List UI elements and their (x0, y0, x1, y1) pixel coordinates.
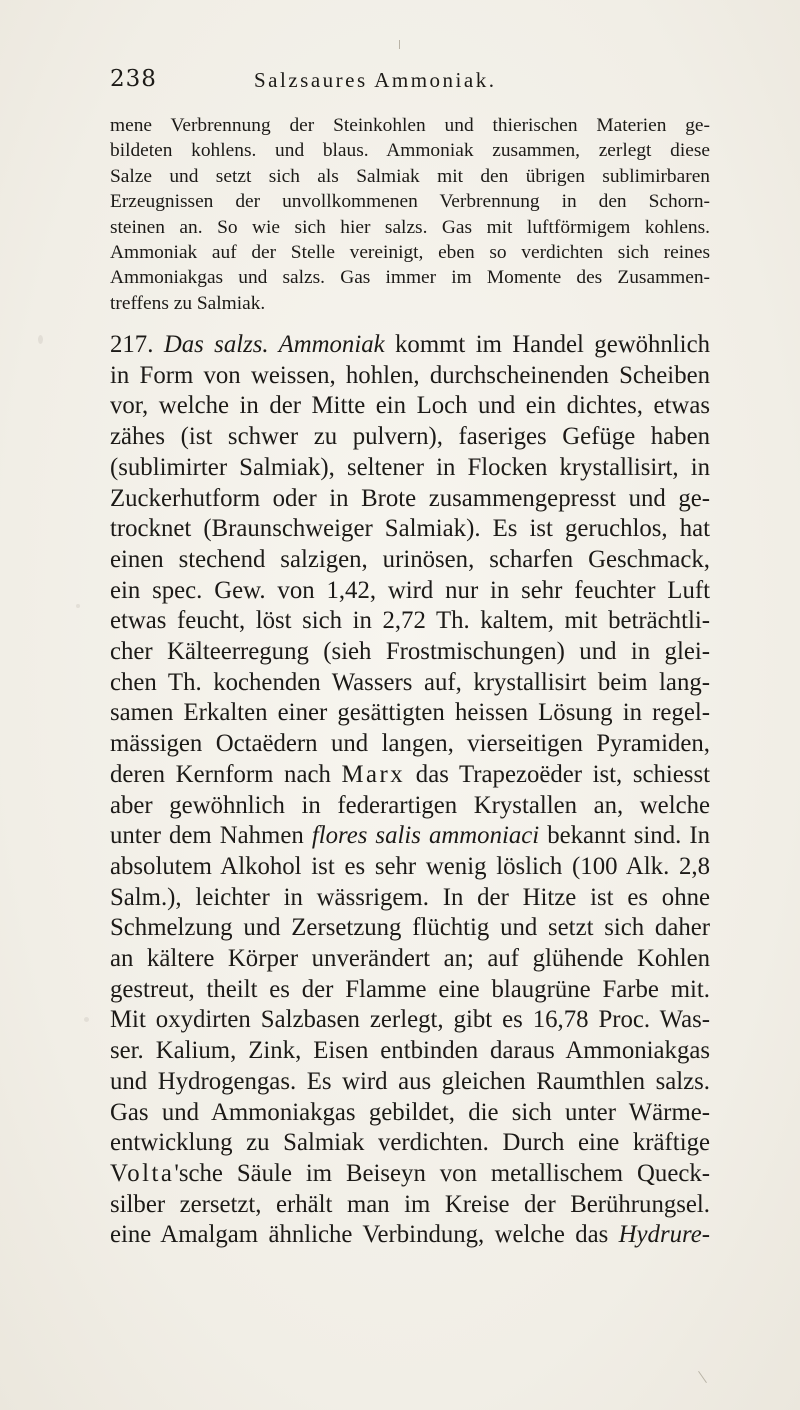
text-line: Zuckerhutform oder in Brote zusammengepresst und ge- (110, 484, 710, 512)
print-mark (399, 40, 400, 49)
text-line: steinen an. So wie sich hier salzs. Gas mit luftförmigem kohlens. (110, 216, 710, 238)
text-line: zähes (ist schwer zu pulvern), faseriges Gefüge haben (110, 423, 710, 451)
paper-speck (38, 335, 43, 344)
latin-term: flores salis ammoniaci (311, 822, 540, 850)
text-line: Ammoniakgas und salzs. Gas immer im Momente des Zusammen- (110, 267, 710, 289)
text-line: (sublimirter Salmiak), seltener in Flocken krystallisirt, in (110, 453, 710, 481)
text-line: Schmelzung und Zersetzung flüchtig und setzt sich daher (110, 914, 710, 942)
text-line: samen Erkalten einer gesättigten heissen Lösung in regel- (110, 699, 710, 727)
text-line: vor, welche in der Mitte ein Loch und ein dichtes, etwas (110, 392, 710, 420)
text-line: entwicklung zu Salmiak verdichten. Durch eine kräftige (110, 1129, 710, 1157)
text-line: treffens zu Salmiak. (110, 292, 266, 314)
last-line: eine Amalgam ähnliche Verbindung, welche das Hydrure- (110, 1221, 710, 1249)
first-line-rest: kommt im Handel gewöhnlich (395, 331, 710, 358)
text-line: trocknet (Braunschweiger Salmiak). Es ist geruchlos, hat (110, 515, 710, 543)
paper-speck (76, 604, 80, 608)
paragraph-subject: Das salzs. Ammoniak (163, 331, 385, 358)
volta-line: Volta'sche Säule im Beiseyn von metallischem Queck- (110, 1159, 710, 1187)
running-head (110, 62, 710, 102)
author-name-volta: Volta (110, 1159, 175, 1187)
paragraph-first-line (110, 330, 710, 361)
marx-line: deren Kernform nach Marx das Trapezoëder ist, schiesst (110, 760, 710, 788)
text-line: ein spec. Gew. von 1,42, wird nur in sehr feuchter Luft (110, 576, 710, 604)
text-line: Salze und setzt sich als Salmiak mit den übrigen sublimirbaren (110, 165, 710, 187)
text-line: Gas und Ammoniakgas gebildet, die sich unter Wärme- (110, 1098, 710, 1126)
text-line: absolutem Alkohol ist es sehr wenig löslich (100 Alk. 2,8 (110, 852, 710, 880)
text-line: Ammoniak auf der Stelle vereinigt, eben so verdichten sich reines (110, 242, 710, 264)
text-line: etwas feucht, löst sich in 2,72 Th. kaltem, mit beträchtli- (110, 607, 710, 635)
text-line: Salm.), leichter in wässrigem. In der Hitze ist es ohne (110, 883, 710, 911)
text-line: aber gewöhnlich in federartigen Krystallen an, welche (110, 791, 710, 819)
text-line: bildeten kohlens. und blaus. Ammoniak zusammen, zerlegt diese (110, 140, 710, 162)
text-line: silber zersetzt, erhält man im Kreise der Berührungsel. (110, 1190, 710, 1218)
paragraph-number: 217. (110, 331, 154, 358)
text-line: mene Verbrennung der Steinkohlen und thierischen Materien ge- (110, 115, 710, 136)
paper-speck (84, 1017, 89, 1022)
latin-term-hydrure: Hydrure- (618, 1221, 710, 1249)
text-line: und Hydrogengas. Es wird aus gleichen Raumthlen salzs. (110, 1067, 710, 1095)
text-line: an kältere Körper unverändert an; auf glühende Kohlen (110, 945, 710, 973)
paragraph-continuation (110, 113, 710, 316)
text-line: Erzeugnissen der unvollkommenen Verbrennung in den Schorn- (110, 191, 710, 213)
text-line: Mit oxydirten Salzbasen zerlegt, gibt es 16,78 Proc. Was- (110, 1006, 710, 1034)
running-title: Salzsaures Ammoniak. (254, 68, 497, 92)
paragraph-217 (110, 330, 710, 1251)
print-mark (698, 1371, 707, 1383)
page-number: 238 (110, 66, 157, 92)
text-line: cher Kälteerregung (sieh Frostmischungen) und in glei- (110, 638, 710, 666)
text-line: mässigen Octaëdern und langen, vierseitigen Pyramiden, (110, 730, 710, 758)
text-line: chen Th. kochenden Wassers auf, krystallisirt beim lang- (110, 668, 710, 696)
text-line: in Form von weissen, hohlen, durchscheinenden Scheiben (110, 361, 710, 389)
text-line: gestreut, theilt es der Flamme eine blaugrüne Farbe mit. (110, 975, 710, 1003)
flores-line: unter dem Nahmen flores salis ammoniaci bekannt sind. In (110, 822, 710, 850)
author-name-marx: Marx (341, 760, 406, 788)
text-line: einen stechend salzigen, urinösen, scharfen Geschmack, (110, 545, 710, 573)
text-line: ser. Kalium, Zink, Eisen entbinden daraus Ammoniakgas (110, 1037, 710, 1065)
